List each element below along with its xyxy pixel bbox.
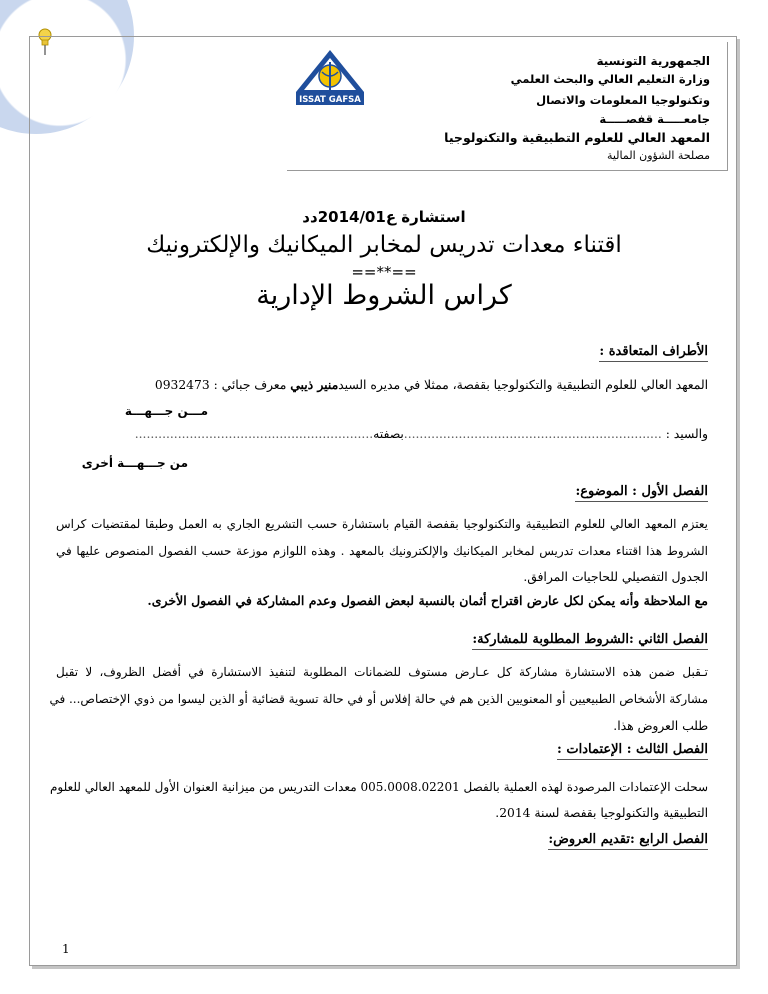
consultation-reference: استشارة ع2014/01دد [302,208,466,226]
header-ministry: وزارة التعليم العالي والبحث العلمي [510,72,710,86]
logo-text: ISSAT GAFSA [299,95,361,105]
header-university: جامعـــــة قفصـــــة [599,112,710,126]
chapter2-line2: مشاركة الأشخاص الطبيعيين أو المعنويين الذين هم في حالة إفلاس أو في حالة تسوية قضائية أو الذين ليسوا من ذوي الإختصاص... في [49,692,708,706]
chapter3-heading: الفصل الثالث : الإعتمادات : [557,742,708,760]
chapter2-heading: الفصل الثاني :الشروط المطلوبة للمشاركة: [472,632,708,650]
page-number: 1 [62,942,70,956]
capacity-dots: ............................................................. [134,427,374,441]
party-b-text: من جـــهـــة أخرى [81,456,188,470]
tax-id: معرف جبائي : 0932473 [154,378,287,392]
document-subtitle: كراس الشروط الإدارية [256,280,512,311]
year-badge: 2014 [52,48,80,61]
chapter4-heading-row [548,832,708,847]
chapter1-line3: الجدول التفصيلي للحاجيات المرافق. [523,570,708,584]
chapter2-line1: تـقبل ضمن هذه الاستشارة مشاركة كل عـارض مستوف للضمانات المطلوبة لتنفيذ الاستشارة في أفضل الظروف، لا تقبل [56,665,708,679]
chapter3-line1: سحلت الإعتمادات المرصودة لهذه العملية بالفصل 005.0008.02201 معدات التدريس من ميزانية العنوان الأول للمعهد العالي للعلوم [49,780,708,794]
director-name: منير ذيبي [290,377,339,392]
chapter1-heading: الفصل الأول : الموضوع: [575,484,708,502]
header-ministry-2: وتكنولوجيا المعلومات والاتصال [536,93,710,107]
chapter1-line1: يعتزم المعهد العالي للعلوم التطبيقية والتكنولوجيا بقفصة القيام باستشارة حسب التشريع الجاري به العمل وطبقا لمقتضيات كراس [56,517,708,531]
document-title: اقتناء معدات تدريس لمخابر الميكانيك والإلكترونيك [146,232,622,258]
chapter2-heading-row [472,632,708,647]
name-dots: .................................................................. [403,427,662,441]
chapter1-note: مع الملاحظة وأنه يمكن لكل عارض اقتراح أثمان بالنسبة لبعض الفصول وعدم المشاركة في الفصول الأخرى. [147,593,708,608]
title-separator: ==**== [351,263,417,281]
first-party-line [155,377,708,392]
chapter4-heading: الفصل الرابع :تقديم العروض: [548,832,708,850]
capacity-label: بصفته [373,427,404,441]
chapter3-heading-row [557,742,708,757]
header-department: مصلحة الشؤون المالية [606,149,710,162]
party-a-label [125,404,208,418]
party-b-label [82,456,188,470]
mister-label: والسيد : [665,427,708,441]
chapter1-line2: الشروط هذا اقتناء معدات تدريس لمخابر الميكانيك والإلكترونيك بالمعهد . وهذه اللوازم موزعة حسب الفصول المنصوص عليها في [56,544,708,558]
chapter3-line2: التطبيقية والتكنولوجيا بقفصة لسنة 2014. [495,806,708,820]
first-party-text: المعهد العالي للعلوم التطبيقية والتكنولوجيا بقفصة، ممثلا في مديره السيد [338,378,708,392]
header-republic: الجمهورية التونسية [596,54,710,68]
chapter1-heading-row [575,484,708,499]
issat-logo-icon [292,48,368,106]
chapter2-line3: طلب العروض هذا. [613,719,708,733]
party-a-text: مـــن جـــهـــة [124,404,208,418]
header-institute: المعهد العالي للعلوم التطبيقية والتكنولوجيا [444,130,710,145]
parties-heading-row [599,344,708,359]
second-party-line [135,427,708,441]
parties-heading: الأطراف المتعاقدة : [599,344,708,362]
